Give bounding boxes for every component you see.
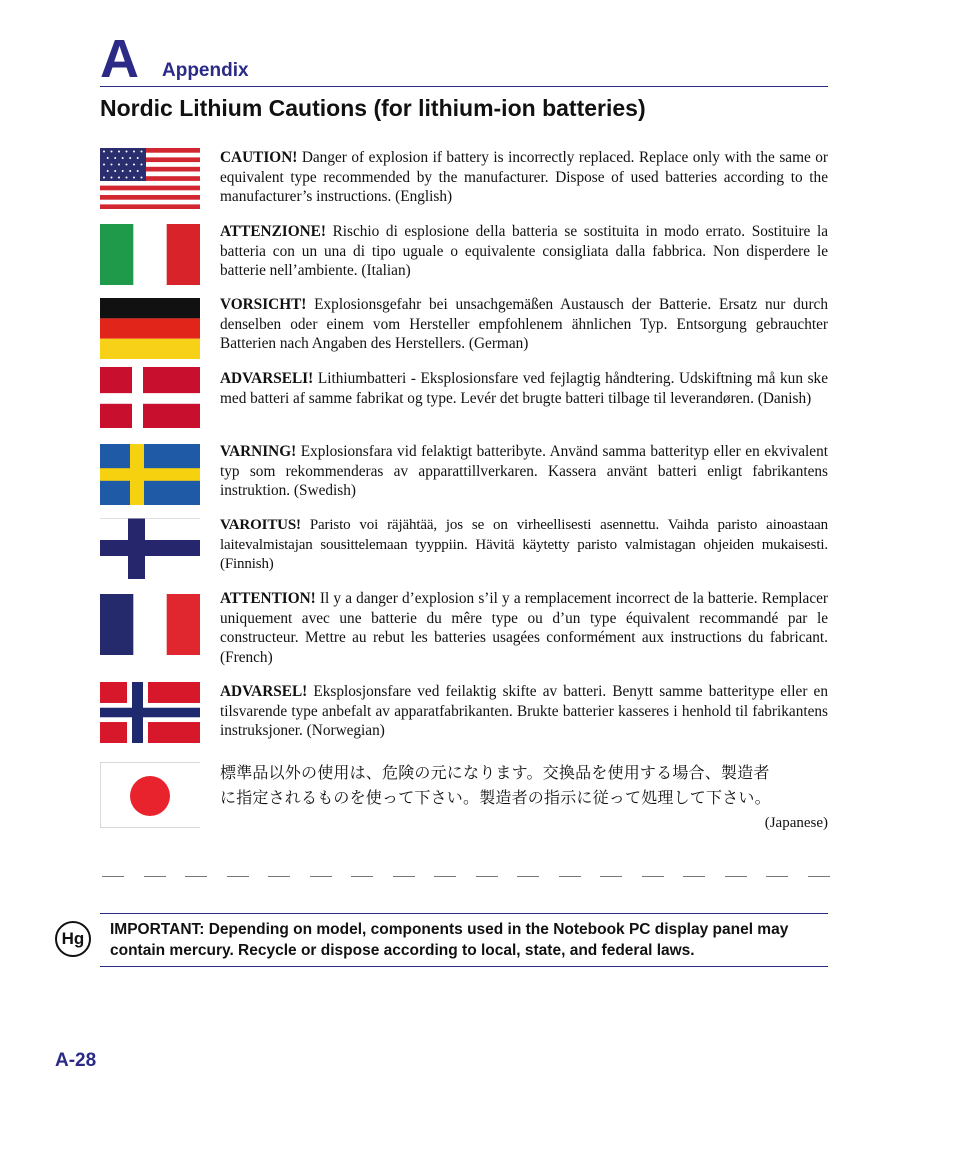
caution-text <box>220 222 828 281</box>
important-notice <box>100 913 828 967</box>
japanese-caution-text <box>220 760 832 810</box>
caution-heading: VARNING! <box>220 443 297 460</box>
caution-heading: VORSICHT! <box>220 296 307 313</box>
caution-heading: CAUTION! <box>220 149 298 166</box>
caution-body: Explosionsgefahr bei unsachgemäßen Austausch der Batterie. Ersatz nur durch denselben oder einem vom Hersteller empfohlenem ähnlichen Typ. Entsorgung gebrauchter Batterien nach Angaben des Herstellers. (German) <box>220 296 828 353</box>
caution-text <box>220 148 828 207</box>
caution-japanese <box>100 760 828 840</box>
germany-flag-icon <box>100 298 200 359</box>
caution-heading: VAROITUS! <box>220 517 301 533</box>
page-number: A-28 <box>55 1050 97 1071</box>
caution-body: Lithiumbatteri - Eksplosionsfare ved fejlagtig håndtering. Udskiftning må kun ske med batteri af samme fabrikat og type. Levér det brugte batteri tilbage til leverandøren. (Danish) <box>220 370 828 407</box>
caution-text <box>220 589 828 667</box>
caution-body: Rischio di esplosione della batteria se sostituita in modo errato. Sostituire la batteria con un una di tipo uguale o equivalente consigliata dalla fabbrica. Non disperdere le batterie nell’ambiente. (Italian) <box>220 223 828 280</box>
page-title: Nordic Lithium Cautions (for lithium-ion batteries) <box>100 95 646 121</box>
caution-body: Il y a danger d’explosion s’il y a remplacement incorrect de la batterie. Remplacer uniquement avec une batterie du mêre type ou d’un type équivalent recommandé par le constructeur. Mettre au rebut les batteries usagées conformément aux instructions du fabricant. (French) <box>220 590 828 666</box>
chapter-label: Appendix <box>162 60 249 81</box>
us-flag-icon <box>100 148 200 209</box>
denmark-flag-icon <box>100 367 200 428</box>
caution-body: Paristo voi räjähtää, jos se on virheellisesti asennettu. Vaihda paristo ainoastaan laitevalmistajan sousittelemaan tyyppiin. Hävitä käytetty paristo valmistagan ohjeiden mukaisesti. (Finnish) <box>220 517 828 573</box>
caution-body: Explosionsfara vid felaktigt batteribyte. Använd samma batterityp eller en ekvivalent typ som rekommenderas av apparattillverkaren. Kassera använt batteri enligt fabrikantens instruktion. (Swedish) <box>220 443 828 500</box>
sweden-flag-icon <box>100 444 200 505</box>
finland-flag-icon <box>100 518 200 579</box>
japan-flag-icon <box>100 762 200 828</box>
caution-text <box>220 516 828 575</box>
caution-text <box>220 369 828 408</box>
chapter-letter: A <box>100 29 139 89</box>
caution-heading: ADVARSEL! <box>220 683 308 700</box>
caution-heading: ATTENZIONE! <box>220 223 326 240</box>
mercury-hg-icon: Hg <box>55 921 91 957</box>
japanese-line-2: に指定されるものを使って下さい。製造者の指示に従って処理して下さい。 <box>220 788 771 807</box>
separator-dashes <box>102 870 830 882</box>
caution-heading: ADVARSELI! <box>220 370 314 387</box>
japanese-language-label: (Japanese) <box>764 815 828 831</box>
important-notice-text: IMPORTANT: Depending on model, components used in the Notebook PC display panel may contain mercury. Recycle or dispose according to local, state, and federal laws. <box>110 921 789 959</box>
japanese-line-1: 標準品以外の使用は、危険の元になります。交換品を使用する場合、製造者 <box>220 763 770 782</box>
caution-text <box>220 442 828 501</box>
caution-text <box>220 295 828 354</box>
caution-body: Danger of explosion if battery is incorrectly replaced. Replace only with the same or equivalent type recommended by the manufacturer. Dispose of used batteries according to the manufacturer’s instructions. (English) <box>220 149 828 206</box>
norway-flag-icon <box>100 682 200 743</box>
italy-flag-icon <box>100 224 200 285</box>
caution-body: Eksplosjonsfare ved feilaktig skifte av batteri. Benytt samme batteritype eller en tilsvarende type anbefalt av apparatfabrikanten. Brukte batterier kasseres i henhold til fabrikantens instruksjoner. (Norwegian) <box>220 683 828 740</box>
caution-heading: ATTENTION! <box>220 590 316 607</box>
france-flag-icon <box>100 594 200 655</box>
caution-text <box>220 682 828 741</box>
page-header <box>100 29 828 89</box>
